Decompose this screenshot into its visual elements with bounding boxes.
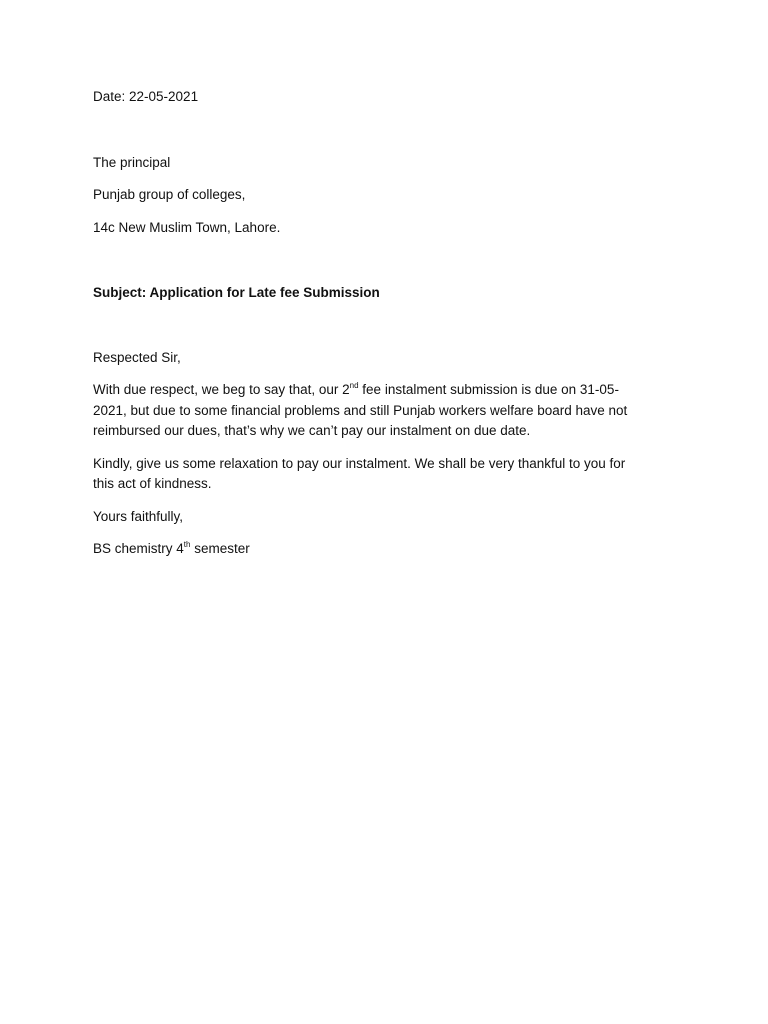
paragraph-1-text-start: With due respect, we beg to say that, our 2 xyxy=(93,382,350,397)
recipient-title: The principal xyxy=(93,154,171,170)
paragraph-1-text-end: fee instalment submission is due on 31-05- xyxy=(358,382,619,397)
body-paragraph-2-line-1: Kindly, give us some relaxation to pay our instalment. We shall be very thankful to you for xyxy=(93,455,626,471)
body-paragraph-1-line-1 xyxy=(93,380,668,401)
letter-signature xyxy=(93,539,668,560)
body-paragraph-1-line-2: 2021, but due to some financial problems and still Punjab workers welfare board have not xyxy=(93,402,628,418)
signature-text-start: BS chemistry 4 xyxy=(93,541,184,556)
signature-ordinal-superscript: th xyxy=(183,539,191,549)
letter-salutation: Respected Sir, xyxy=(93,349,181,365)
body-paragraph-1-line-3: reimbursed our dues, that’s why we can’t pay our instalment on due date. xyxy=(93,423,531,438)
body-paragraph-2-line-2: this act of kindness. xyxy=(93,476,212,491)
letter-subject: Subject: Application for Late fee Submission xyxy=(93,285,380,300)
signature-text-end: semester xyxy=(190,541,250,556)
recipient-institution: Punjab group of colleges, xyxy=(93,187,246,202)
ordinal-superscript: nd xyxy=(349,380,359,390)
body-paragraph-1 xyxy=(93,380,668,442)
letter-date: Date: 22-05-2021 xyxy=(93,89,199,104)
body-paragraph-2 xyxy=(93,454,668,495)
recipient-address: 14c New Muslim Town, Lahore. xyxy=(93,219,281,235)
letter-body xyxy=(93,87,668,560)
letter-closing: Yours faithfully, xyxy=(93,508,184,524)
